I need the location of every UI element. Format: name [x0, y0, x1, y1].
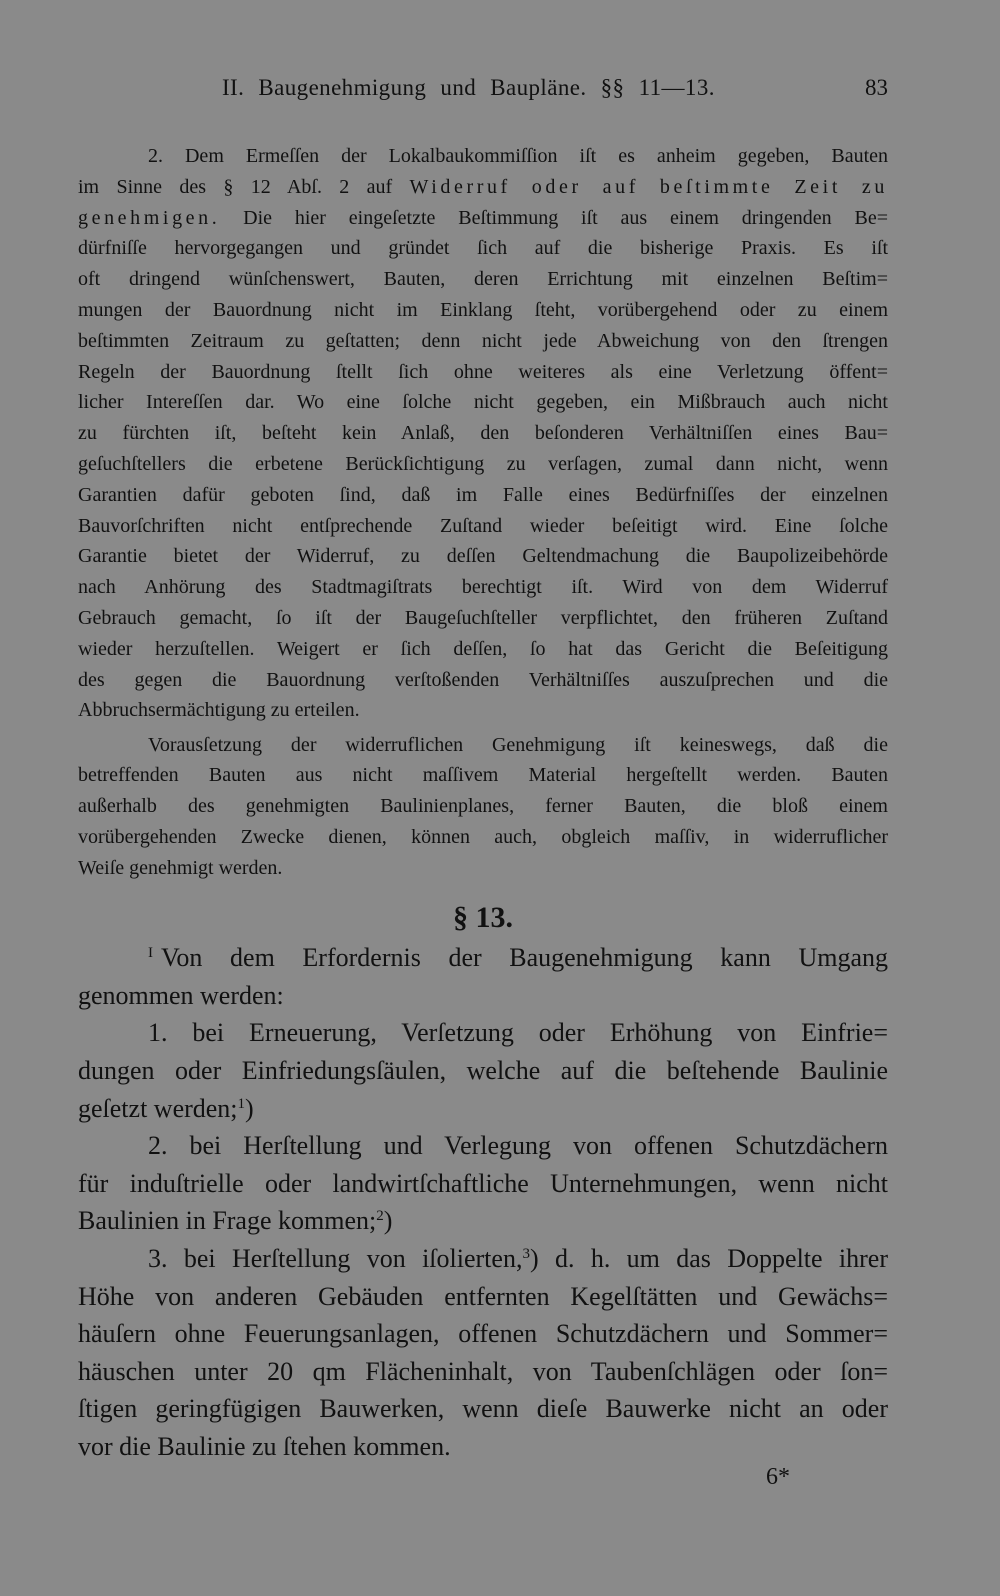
commentary-paragraph: [78, 730, 888, 884]
text-run: im Sinne des § 12 Abſ. 2 auf: [78, 175, 410, 198]
text-line: beſtimmten Zeitraum zu geſtatten; denn nicht jede Abweichung von den ſtrengen: [78, 329, 888, 352]
text-line: [78, 1090, 888, 1128]
list-item-line: 1. bei Erneuerung, Verſetzung oder Erhöhung von Einfrie=: [148, 1018, 888, 1048]
text-line: [78, 1202, 888, 1240]
text-run: Baulinien in Frage kommen;: [78, 1206, 377, 1236]
text-run: ): [245, 1093, 254, 1123]
text-line: betreffenden Bauten aus nicht maſſivem Material hergeſtellt werden. Bauten: [78, 764, 888, 787]
text-line: dürfniſſe hervorgegangen und gründet ſich auf die bisherige Praxis. Es iſt: [78, 237, 888, 260]
text-line: Regeln der Bauordnung ſtellt ſich ohne weiteres als eine Verletzung öffent=: [78, 360, 888, 383]
signature-mark: 6*: [766, 1464, 790, 1490]
text-run: ) d. h. um das Doppelte ihrer: [529, 1243, 888, 1273]
text-line: häuſern ohne Feuerungsanlagen, offenen Schutzdächern und Sommer=: [78, 1319, 888, 1349]
text-line: [78, 203, 888, 234]
text-line: oft dringend wünſchenswert, Bauten, deren Errichtung mit einzelnen Beſtim=: [78, 268, 888, 291]
section-heading: § 13.: [453, 901, 513, 934]
text-line: zu fürchten iſt, beſteht kein Anlaß, den beſonderen Verhältniſſen eines Bau=: [78, 422, 888, 445]
text-line: Garantien dafür geboten ſind, daß im Falle eines Bedürfniſſes der einzelnen: [78, 483, 888, 506]
text-line: dungen oder Einfriedungsſäulen, welche auf die beſtehende Baulinie: [78, 1055, 888, 1085]
text-line: Höhe von anderen Gebäuden entfernten Kegelſtätten und Gewächs=: [78, 1281, 888, 1311]
text-line: Abbruchsermächtigung zu erteilen.: [78, 699, 360, 722]
commentary-text: [78, 141, 888, 884]
list-item-line: [78, 1240, 888, 1278]
page-number: 83: [865, 75, 888, 100]
text-line: vorübergehenden Zwecke dienen, können auch, obgleich maſſiv, in widerruflicher: [78, 825, 888, 848]
text-line: [78, 172, 888, 203]
text-line: häuschen unter 20 qm Flächeninhalt, von Taubenſchlägen oder ſon=: [78, 1356, 888, 1386]
text-line: licher Intereſſen dar. Wo eine ſolche nicht gegeben, ein Mißbrauch auch nicht: [78, 391, 888, 414]
text-line: für induſtrielle oder landwirtſchaftliche Unternehmungen, wenn nicht: [78, 1168, 888, 1198]
text-line: Gebrauch gemacht, ſo iſt der Baugeſuchſteller verpflichtet, den früheren Zuſtand: [78, 606, 888, 629]
text-run: Die hier eingeſetzte Beſtimmung iſt aus einem dringenden Be=: [220, 206, 888, 229]
footnote-ref: 3: [522, 1245, 530, 1262]
text-line: außerhalb des genehmigten Baulinienplanes, ferner Bauten, die bloß einem: [78, 795, 888, 818]
text-line: Bauvorſchriften nicht entſprechende Zuſtand wieder beſeitigt wird. Eine ſolche: [78, 514, 888, 537]
section-body: [78, 939, 888, 1465]
text-line: vor die Baulinie zu ſtehen kommen.: [78, 1431, 451, 1461]
emphasized-text: Widerruf oder auf beſtimmte Zeit zu: [409, 175, 888, 198]
text-line: [78, 939, 888, 977]
text-run: Von dem Erfordernis der Baugenehmigung kann Umgang: [161, 943, 888, 973]
text-line: Garantie bietet der Widerruf, zu deſſen Geltendmachung die Baupolizeibehörde: [78, 545, 888, 568]
footnote-ref: 2: [376, 1208, 384, 1225]
text-line: geſuchſtellers die erbetene Berückſichtigung zu verſagen, zumal dann nicht, wenn: [78, 452, 888, 475]
text-line: ſtigen geringfügigen Bauwerken, wenn dieſe Bauwerke nicht an oder: [78, 1394, 888, 1424]
text-line: wieder herzuſtellen. Weigert er ſich deſſen, ſo hat das Gericht die Beſeitigung: [78, 637, 888, 660]
footnote-ref: 1: [237, 1095, 246, 1112]
text-run: ): [383, 1206, 393, 1236]
list-item-line: 2. bei Herſtellung und Verlegung von offenen Schutzdächern: [148, 1131, 888, 1161]
text-line: Weiſe genehmigt werden.: [78, 856, 283, 879]
paragraph-numeral: I: [148, 945, 153, 962]
text-line: des gegen die Bauordnung verſtoßenden Verhältniſſes auszuſprechen und die: [78, 668, 888, 691]
emphasized-text: genehmigen.: [78, 206, 221, 229]
text-line: nach Anhörung des Stadtmagiſtrats berechtigt iſt. Wird von dem Widerruf: [78, 576, 888, 599]
text-run: geſetzt werden;: [78, 1093, 238, 1123]
text-line: mungen der Bauordnung nicht im Einklang ſteht, vorübergehend oder zu einem: [78, 298, 888, 321]
running-title: II. Baugenehmigung und Baupläne. §§ 11—13.: [222, 75, 715, 100]
text-line: genommen werden:: [78, 980, 284, 1010]
text-line: 2. Dem Ermeſſen der Lokalbaukommiſſion iſt es anheim gegeben, Bauten: [148, 145, 888, 167]
commentary-paragraph: [78, 141, 888, 726]
text-line: Vorausſetzung der widerruflichen Genehmigung iſt keineswegs, daß die: [148, 733, 888, 756]
text-run: 3. bei Herſtellung von iſolierten,: [148, 1243, 523, 1273]
